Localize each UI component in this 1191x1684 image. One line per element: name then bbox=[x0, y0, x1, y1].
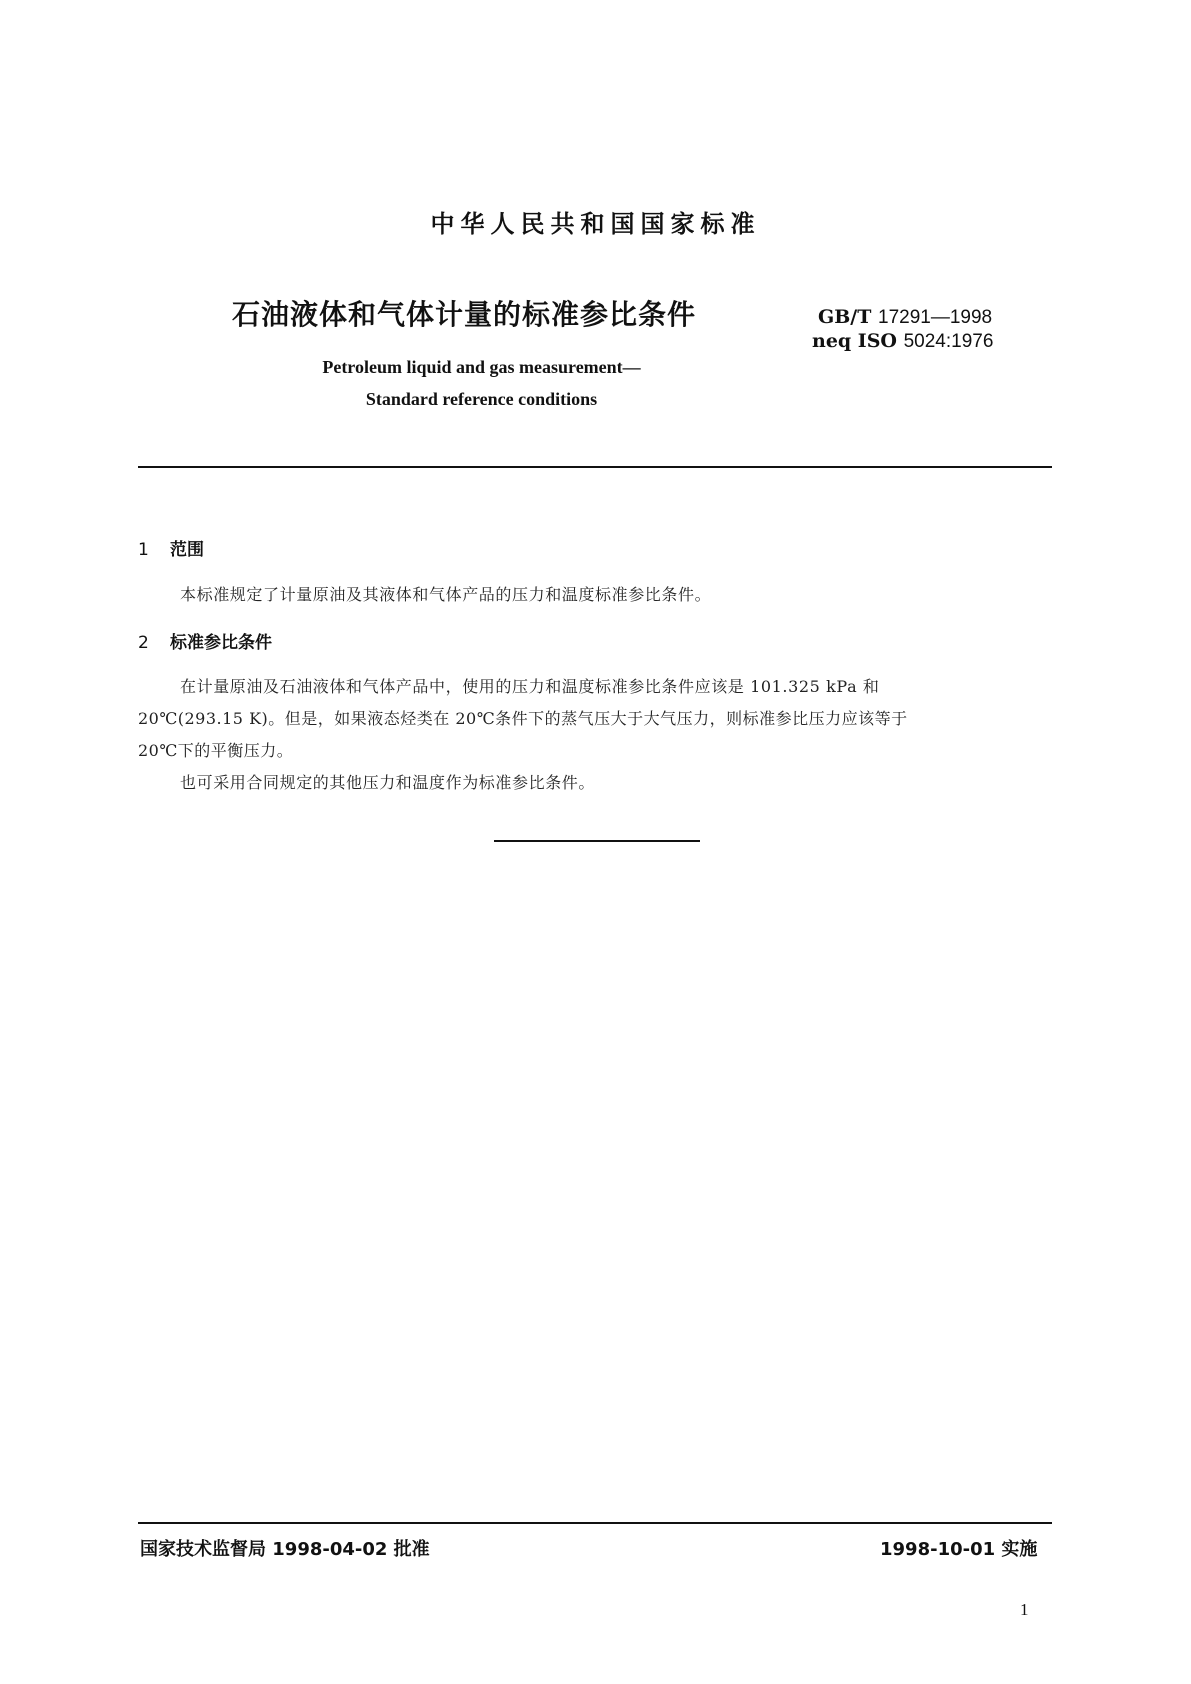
document-title-en-line2: Standard reference conditions bbox=[365, 389, 598, 409]
document-title-cn: 石油液体和气体计量的标准参比条件 bbox=[232, 298, 697, 331]
header-divider bbox=[138, 466, 1052, 468]
equivalent-standard bbox=[812, 330, 993, 353]
equivalent-standard-value: 5024:1976 bbox=[903, 331, 994, 352]
national-standard-label: 中华人民共和国国家标准 bbox=[430, 210, 761, 238]
section-number: 1 bbox=[138, 540, 149, 560]
section-heading bbox=[138, 535, 204, 560]
section-title: 范围 bbox=[170, 540, 204, 560]
footer-divider bbox=[138, 1522, 1052, 1524]
end-of-text-rule bbox=[494, 840, 700, 842]
standard-number-prefix: GB/T bbox=[818, 306, 872, 328]
implementation-date: 1998-10-01 实施 bbox=[880, 1539, 1038, 1560]
standard-number-value: 17291—1998 bbox=[878, 307, 993, 328]
page-number: 1 bbox=[1020, 1600, 1029, 1619]
section-title: 标准参比条件 bbox=[170, 633, 272, 653]
document-title-en-line1: Petroleum liquid and gas measurement— bbox=[322, 357, 641, 377]
paragraph: 本标准规定了计量原油及其液体和气体产品的压力和温度标准参比条件。 bbox=[180, 585, 712, 604]
equivalent-standard-prefix: neq ISO bbox=[812, 330, 897, 352]
section-number: 2 bbox=[138, 633, 149, 653]
section-heading bbox=[138, 628, 272, 653]
standard-number bbox=[818, 306, 992, 329]
paragraph-line: 在计量原油及石油液体和气体产品中，使用的压力和温度标准参比条件应该是 101.325 kPa 和 bbox=[180, 677, 880, 696]
paragraph-line: 20℃(293.15 K)。但是，如果液态烃类在 20℃条件下的蒸气压大于大气压力，则标准参比压力应该等于 bbox=[138, 709, 908, 728]
paragraph: 也可采用合同规定的其他压力和温度作为标准参比条件。 bbox=[180, 773, 596, 792]
paragraph-line: 20℃下的平衡压力。 bbox=[138, 741, 294, 760]
approval-date: 国家技术监督局 1998-04-02 批准 bbox=[140, 1539, 430, 1560]
